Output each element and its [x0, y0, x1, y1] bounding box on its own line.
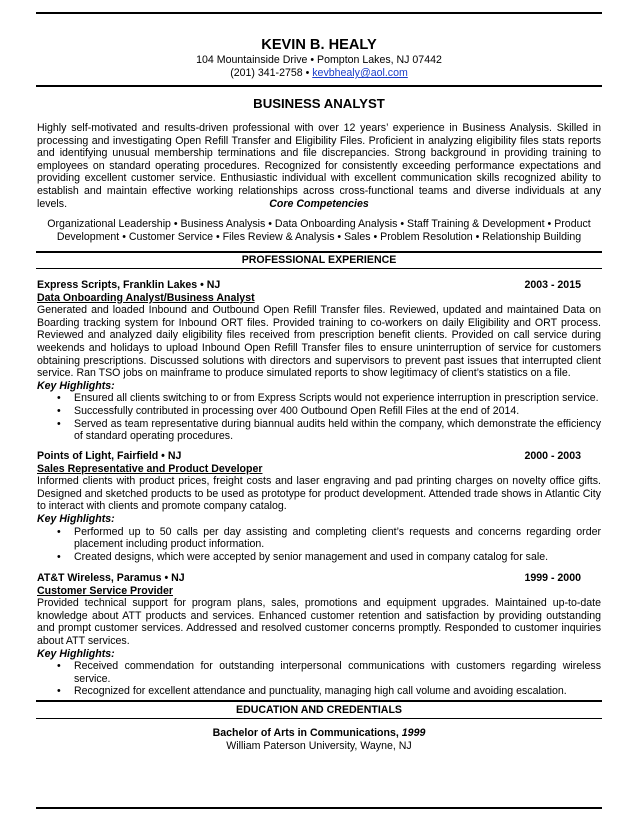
highlight-text: Received commendation for outstanding interpersonal communications with customers regarding wireless service.: [74, 660, 601, 685]
list-item: [37, 392, 601, 405]
highlight-text: Successfully contributed in processing over 400 Outbound Open Refill Files at the end of 2014.: [74, 404, 520, 417]
bullet: •: [57, 417, 61, 430]
school: William Paterson University, Wayne, NJ: [226, 740, 412, 752]
job-dates: 2000 - 2003: [524, 450, 581, 462]
core-competencies-title: Core Competencies: [269, 198, 369, 210]
experience-top-rule: [36, 251, 602, 253]
list-item: [37, 418, 601, 443]
summary-paragraph: Highly self-motivated and results-driven professional with over 12 years’ experience in Business Analysis. Skilled in processing and investigating Open Refill Transfer and Eligibility Files. Proficient in analyzing eligibility files stats reports and identifying unusual membership terminations and file discrepancies. Strong background in providing training to employees on standard operating procedures. Recognized for consistently exceeding performance expectations and providing excellent customer service. Enthusiastic individual with excellent communication skills recognized ability to establish and maintain effective working relationships across cross-functional teams and diverse individuals at any levels.: [37, 122, 601, 210]
education-bottom-rule: [36, 718, 602, 719]
bullet: •: [57, 685, 61, 698]
core-competencies-list: [36, 218, 602, 243]
job-entry: [37, 279, 601, 443]
highlights-list: [37, 660, 601, 698]
experience-bottom-rule: [36, 268, 602, 269]
job-description: Informed clients with product prices, freight costs and laser engraving and pad printing charges on novelty office gifts. Designed and sketched products to be used as prototype for product development. Attended trade shows in Atlantic City to interact with clients and promote company catalog.: [37, 475, 601, 513]
list-item: [37, 551, 601, 564]
list-item: [37, 405, 601, 418]
job-title: BUSINESS ANALYST: [253, 96, 385, 111]
highlight-text: Recognized for excellent attendance and punctuality, managing high call volume and avoiding escalation.: [74, 685, 567, 698]
job-dates: 1999 - 2000: [524, 572, 581, 584]
job-dates: 2003 - 2015: [524, 279, 581, 291]
key-highlights-label: Key Highlights:: [37, 647, 115, 660]
key-highlights-label: Key Highlights:: [37, 512, 115, 525]
highlight-text: Performed up to 50 calls per day assisting and completing client’s requests and concerns regarding order placement including product information.: [74, 525, 601, 551]
job-header: [37, 450, 601, 463]
list-item: [37, 685, 601, 698]
company: AT&T Wireless, Paramus • NJ: [37, 572, 185, 584]
company: Express Scripts, Franklin Lakes • NJ: [37, 279, 221, 291]
bullet: •: [57, 392, 61, 405]
job-role: Customer Service Provider: [37, 584, 174, 597]
education-top-rule: [36, 700, 602, 702]
degree: [36, 727, 602, 740]
candidate-name: KEVIN B. HEALY: [261, 37, 377, 53]
list-item: [37, 660, 601, 685]
key-highlights-label: Key Highlights:: [37, 379, 115, 392]
job-header: [37, 279, 601, 292]
job-role: Data Onboarding Analyst/Business Analyst: [37, 291, 255, 304]
job-description: Generated and loaded Inbound and Outbound Open Refill Transfer files. Reviewed, updated and maintained Data on Boarding tracking system for Inbound ORT files. Provided training to co-workers on daily Eligibility and ORT process. Reviewed and analyzed daily eligibility files received from prescription benefit clients. Provided on call service during weekends and holidays to upload Inbound Open Refill Transfer files to ensure uninterruption of service for customers obtaining prescriptions. Discussed solutions with directors and supervisors to prevent past issues that interrupted client service. Ran TSO jobs on mainframe to produce simulated reports to show legitimacy of client’s statistics on a file.: [37, 304, 601, 380]
header-divider: [36, 85, 602, 87]
company: Points of Light, Fairfield • NJ: [37, 450, 182, 462]
top-border: [36, 12, 602, 14]
highlights-list: [37, 526, 601, 564]
bullet: •: [57, 404, 61, 417]
highlights-list: [37, 392, 601, 442]
bullet: •: [57, 660, 61, 673]
job-description: Provided technical support for program plans, sales, promotions and equipment upgrades. Maintained up-to-date knowledge about ATT products and services. Enhanced customer retention and satisfaction by providing outstanding and prompt customer services. Addressed and resolved customer concerns promptly. Responded to customer inquiries about ATT services.: [37, 597, 601, 647]
degree-name: Bachelor of Arts in Communications,: [212, 727, 399, 739]
job-entry: [37, 450, 601, 563]
job-header: [37, 572, 601, 585]
job-entry: [37, 572, 601, 698]
list-item: [37, 526, 601, 551]
bottom-border: [36, 807, 602, 809]
email-link[interactable]: kevbhealy@aol.com: [312, 67, 408, 79]
job-role: Sales Representative and Product Developer: [37, 462, 263, 475]
experience-section-title: PROFESSIONAL EXPERIENCE: [241, 254, 397, 266]
education-section-title: EDUCATION AND CREDENTIALS: [236, 704, 402, 716]
highlight-text: Ensured all clients switching to or from Express Scripts would not experience interruption in prescription service.: [74, 392, 599, 405]
core-line-1: Organizational Leadership • Business Analysis • Data Onboarding Analysis • Staff Training & Development • Product: [47, 218, 591, 230]
highlight-text: Created designs, which were accepted by senior management and used in company catalog for sale.: [74, 550, 549, 563]
core-line-2: Development • Customer Service • Files Review & Analysis • Sales • Problem Resolution • Relationship Building: [56, 230, 582, 243]
address: 104 Mountainside Drive • Pompton Lakes, NJ 07442: [196, 54, 442, 66]
phone: (201) 341-2758 •: [230, 67, 310, 79]
contact-line: [36, 67, 602, 80]
degree-year: 1999: [401, 727, 426, 739]
highlight-text: Served as team representative during biannual audits held within the company, which demonstrate the efficiency of standard operating procedures.: [74, 417, 601, 443]
bullet: •: [57, 525, 61, 538]
bullet: •: [57, 550, 61, 563]
